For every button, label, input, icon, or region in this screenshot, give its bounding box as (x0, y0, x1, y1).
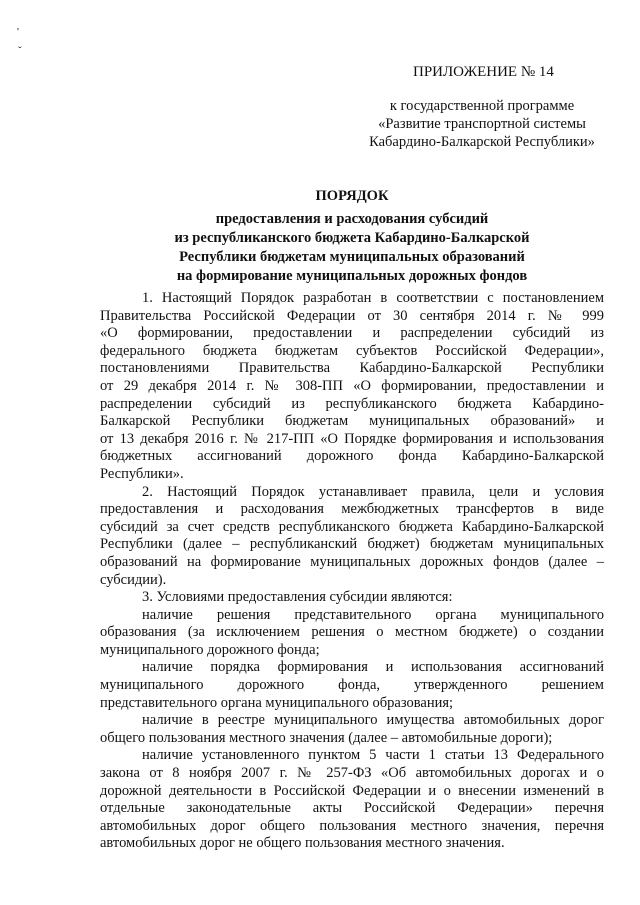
body-line: постановлениями Правительства Кабардино-Балкарской Республики (100, 360, 604, 377)
body-line: Балкарской Республики бюджетам муниципальных образований» и (100, 413, 604, 430)
body-line: 3. Условиями предоставления субсидии являются: (142, 589, 453, 606)
program-reference (360, 97, 604, 151)
document-body (100, 290, 604, 853)
body-line: отдельные законодательные акты Российской Федерации» перечня (100, 800, 604, 817)
body-line: образований на формирование муниципальных дорожных фондов (далее – (100, 553, 604, 570)
body-line: федерального бюджета бюджетам субъектов Российской Федерации», (100, 342, 604, 359)
body-line: дорожной деятельности в Российской Федерации и о внесении изменений в (100, 782, 604, 799)
body-line: муниципального дорожного фонда, утвержденного решением (100, 677, 604, 694)
appendix-number: ПРИЛОЖЕНИЕ № 14 (413, 64, 554, 80)
title-subline: на формирование муниципальных дорожных фондов (176, 268, 528, 284)
body-line: наличие решения представительного органа муниципального (142, 606, 604, 623)
title-subline: Республики бюджетам муниципальных образований (179, 249, 525, 265)
body-line: от 29 декабря 2014 г. № 308-ПП «О формировании, предоставлении и (100, 377, 604, 394)
program-line: Кабардино-Балкарской Республики» (369, 134, 595, 150)
body-line: муниципального дорожного фонда; (100, 641, 320, 658)
body-line: общего пользования местного значения (далее – автомобильные дороги); (100, 729, 553, 746)
body-line: распределении субсидий из республиканского бюджета Кабардино- (100, 395, 604, 412)
body-line: автомобильных дорог не общего пользования местного значения. (100, 835, 505, 852)
body-line: автомобильных дорог общего пользования местного значения, перечня (100, 817, 604, 834)
scan-mark: ' (17, 26, 19, 38)
body-line: «О формировании, предоставлении и распределении субсидий из (100, 325, 604, 342)
document-title (100, 187, 604, 286)
body-line: предоставления и расходования межбюджетных трансфертов в виде (100, 501, 604, 518)
body-line: закона от 8 ноября 2007 г. № 257-ФЗ «Об автомобильных дорогах и о (100, 765, 604, 782)
body-line: субсидий за счет средств республиканского бюджета Кабардино-Балкарской (100, 518, 604, 535)
scan-mark: ˇ (18, 45, 22, 57)
body-line: 1. Настоящий Порядок разработан в соответствии с постановлением (142, 290, 604, 306)
body-line: Республики (далее – республиканский бюджет) бюджетам муниципальных (100, 536, 604, 553)
body-line: от 13 декабря 2016 г. № 217-ПП «О Порядке формирования и использования (100, 430, 604, 447)
program-line: «Развитие транспортной системы (378, 116, 586, 132)
program-line: к государственной программе (389, 98, 575, 114)
title-subline: предоставления и расходования субсидий (215, 211, 489, 227)
body-line: наличие установленного пунктом 5 части 1 статьи 13 Федерального (142, 747, 604, 764)
body-line: 2. Настоящий Порядок устанавливает правила, цели и условия (142, 483, 604, 500)
body-line: бюджетных ассигнований дорожного фонда Кабардино-Балкарской (100, 448, 604, 465)
body-line: субсидии). (100, 571, 167, 588)
title-subline: из республиканского бюджета Кабардино-Балкарской (174, 230, 530, 246)
body-line: наличие в реестре муниципального имущества автомобильных дорог (142, 712, 604, 729)
body-line: Правительства Российской Федерации от 30 сентября 2014 г. № 999 (100, 307, 604, 324)
body-line: образования (за исключением решения о местном бюджете) о создании (100, 624, 604, 641)
body-line: представительного органа муниципального образования; (100, 694, 454, 711)
body-line: Республики». (100, 465, 184, 482)
title-main: ПОРЯДОК (315, 188, 389, 204)
body-line: наличие порядка формирования и использования ассигнований (142, 659, 604, 676)
